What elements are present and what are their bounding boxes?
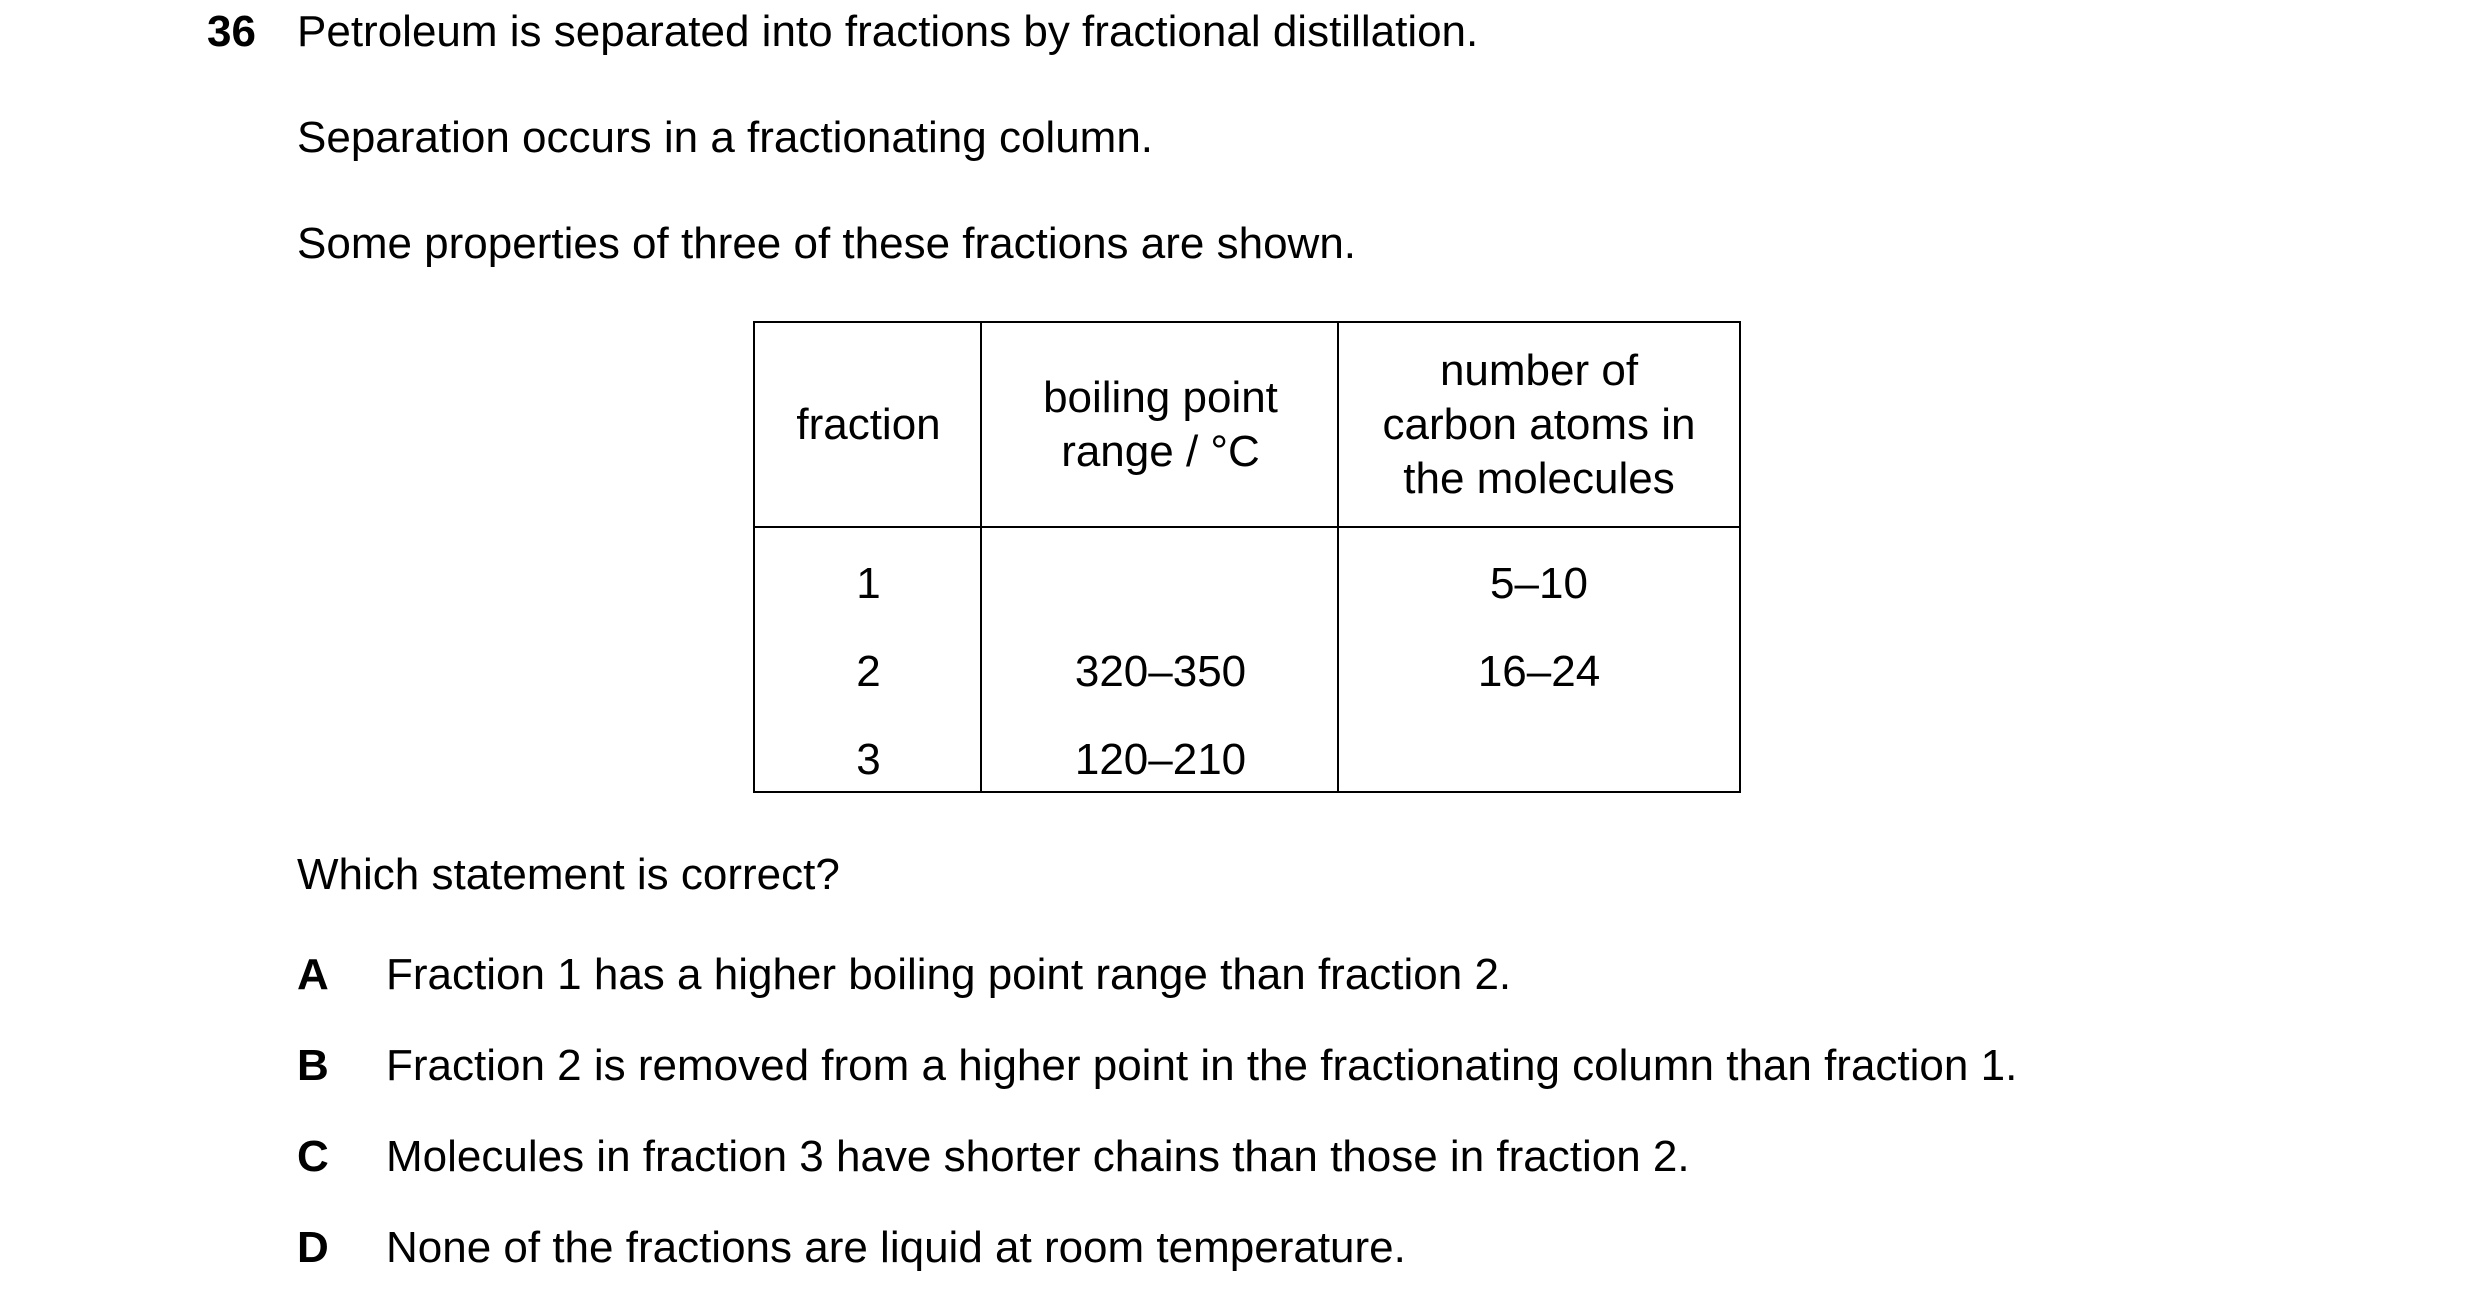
option-b-letter: B xyxy=(297,1041,329,1090)
header-boiling-point-range xyxy=(982,323,1339,526)
header-fraction: fraction xyxy=(796,399,941,449)
option-c-letter: C xyxy=(297,1132,329,1181)
option-a-text: Fraction 1 has a higher boiling point range than fraction 2. xyxy=(386,950,1512,999)
option-a-letter: A xyxy=(297,950,329,999)
question-number: 36 xyxy=(207,7,256,56)
table-cell-boiling-2: 320–350 xyxy=(1074,647,1247,696)
header-carbon-line3: the molecules xyxy=(1403,453,1675,503)
table-cell-carbon-2: 16–24 xyxy=(1477,647,1601,696)
question-separation-text: Separation occurs in a fractionating column. xyxy=(297,113,1154,162)
option-c-text: Molecules in fraction 3 have shorter chains than those in fraction 2. xyxy=(386,1132,1690,1181)
header-carbon-atoms xyxy=(1339,323,1739,526)
header-boiling-line1: boiling point xyxy=(1043,372,1278,422)
fractions-table xyxy=(753,321,1741,793)
header-carbon-line1: number of xyxy=(1439,345,1639,395)
option-d-text: None of the fractions are liquid at room temperature. xyxy=(386,1223,1406,1272)
table-cell-fraction-1: 1 xyxy=(856,559,881,608)
header-boiling-line2: range / °C xyxy=(1061,426,1260,476)
question-prompt: Which statement is correct? xyxy=(297,850,840,899)
table-cell-carbon-1: 5–10 xyxy=(1490,559,1588,608)
table-cell-fraction-3: 3 xyxy=(856,735,881,784)
question-properties-text: Some properties of three of these fractions are shown. xyxy=(297,219,1357,268)
table-cell-boiling-3: 120–210 xyxy=(1074,735,1247,784)
option-d-letter: D xyxy=(297,1223,329,1272)
header-carbon-line2: carbon atoms in xyxy=(1382,399,1696,449)
table-cell-fraction-2: 2 xyxy=(856,647,881,696)
option-b-text: Fraction 2 is removed from a higher point in the fractionating column than fraction 1. xyxy=(386,1041,2018,1090)
question-intro: Petroleum is separated into fractions by fractional distillation. xyxy=(297,7,1479,56)
